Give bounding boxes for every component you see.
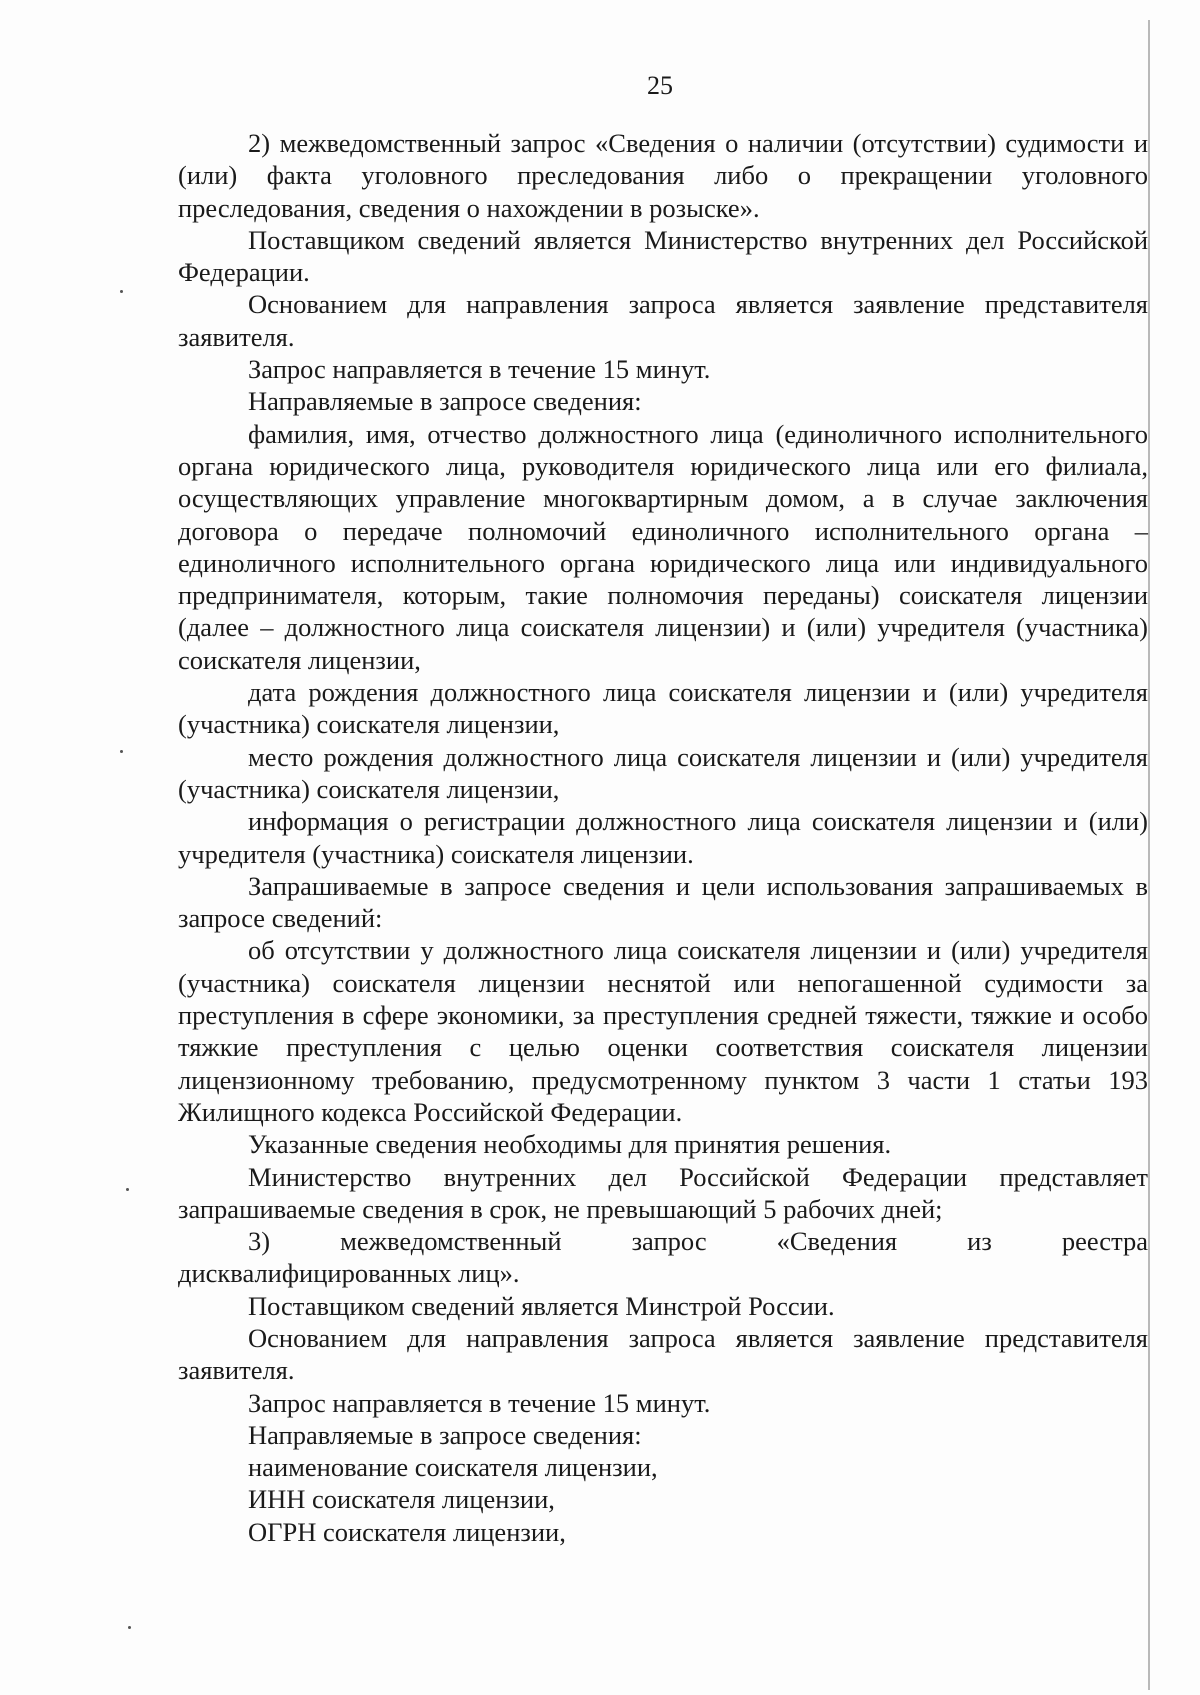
paragraph: Поставщиком сведений является Минстрой России. (248, 1290, 835, 1321)
paragraph: 2) межведомственный запрос «Сведения о наличии (отсутствии) судимости и (или) факта уголовного преследования либо о прекращении уголовного преследования, сведения о нахождении в розыске». (178, 128, 1148, 223)
item-3-word: «Сведения (776, 1226, 898, 1257)
paragraph: информация о регистрации должностного лица соискателя лицензии и (или) учредителя (участника) соискателя лицензии. (178, 806, 1148, 869)
paragraph: Запрос направляется в течение 15 минут. (248, 1387, 711, 1418)
item-3-word: запрос (631, 1226, 707, 1257)
item-3-word: реестра (1061, 1226, 1148, 1257)
item-3-continuation: дисквалифицированных лиц». (178, 1258, 520, 1289)
item-3-word: межведомственный (340, 1226, 562, 1257)
scan-speck (120, 290, 123, 293)
paragraph: Основанием для направления запроса является заявление представителя заявителя. (178, 289, 1148, 352)
paragraph: об отсутствии у должностного лица соискателя лицензии и (или) учредителя (участника) соискателя лицензии неснятой или непогашенной судимости за преступления в сфере экономики, за преступления средней тяжести, тяжкие и особо тяжкие преступления с целью оценки соответствия соискателя лицензии лицензионному требованию, предусмотренному пунктом 3 части 1 статьи 193 Жилищного кодекса Российской Федерации. (178, 935, 1148, 1127)
list-item: ОГРН соискателя лицензии, (248, 1516, 566, 1547)
scan-edge-line (1148, 20, 1150, 1690)
page-number: 25 (647, 71, 673, 100)
paragraph: Запрос направляется в течение 15 минут. (248, 354, 711, 385)
paragraph: дата рождения должностного лица соискателя лицензии и (или) учредителя (участника) соискателя лицензии, (178, 677, 1148, 740)
paragraph: Направляемые в запросе сведения: (248, 386, 642, 417)
list-item: ИНН соискателя лицензии, (248, 1484, 555, 1515)
scan-speck (126, 1188, 129, 1191)
scan-speck (120, 750, 123, 753)
paragraph: Основанием для направления запроса является заявление представителя заявителя. (178, 1322, 1148, 1386)
paragraph: место рождения должностного лица соискателя лицензии и (или) учредителя (участника) соискателя лицензии, (178, 741, 1148, 804)
scan-speck (128, 1626, 131, 1629)
list-item: наименование соискателя лицензии, (248, 1452, 658, 1483)
item-3-word: из (967, 1226, 992, 1257)
item-3-heading-line (178, 1225, 1148, 1257)
item-3-number: 3) (248, 1226, 271, 1257)
paragraph: Министерство внутренних дел Российской Федерации представляет запрашиваемые сведения в срок, не превышающий 5 рабочих дней; (178, 1161, 1148, 1224)
paragraph: Направляемые в запросе сведения: (248, 1419, 642, 1450)
paragraph: Запрашиваемые в запросе сведения и цели использования запрашиваемых в запросе сведений: (178, 870, 1148, 934)
paragraph: Поставщиком сведений является Министерство внутренних дел Российской Федерации. (178, 224, 1148, 288)
document-body (178, 127, 1148, 1548)
paragraph: фамилия, имя, отчество должностного лица (единоличного исполнительного органа юридического лица, руководителя юридического лица или его филиала, осуществляющих управление многоквартирным домом, а в случае заключения договора о передаче полномочий единоличного исполнительного органа – единоличного исполнительного органа юридического лица или индивидуального предпринимателя, которым, такие полномочия переданы) соискателя лицензии (далее – должностного лица соискателя лицензии) и (или) учредителя (участника) соискателя лицензии, (178, 418, 1148, 675)
paragraph: Указанные сведения необходимы для принятия решения. (248, 1129, 892, 1160)
